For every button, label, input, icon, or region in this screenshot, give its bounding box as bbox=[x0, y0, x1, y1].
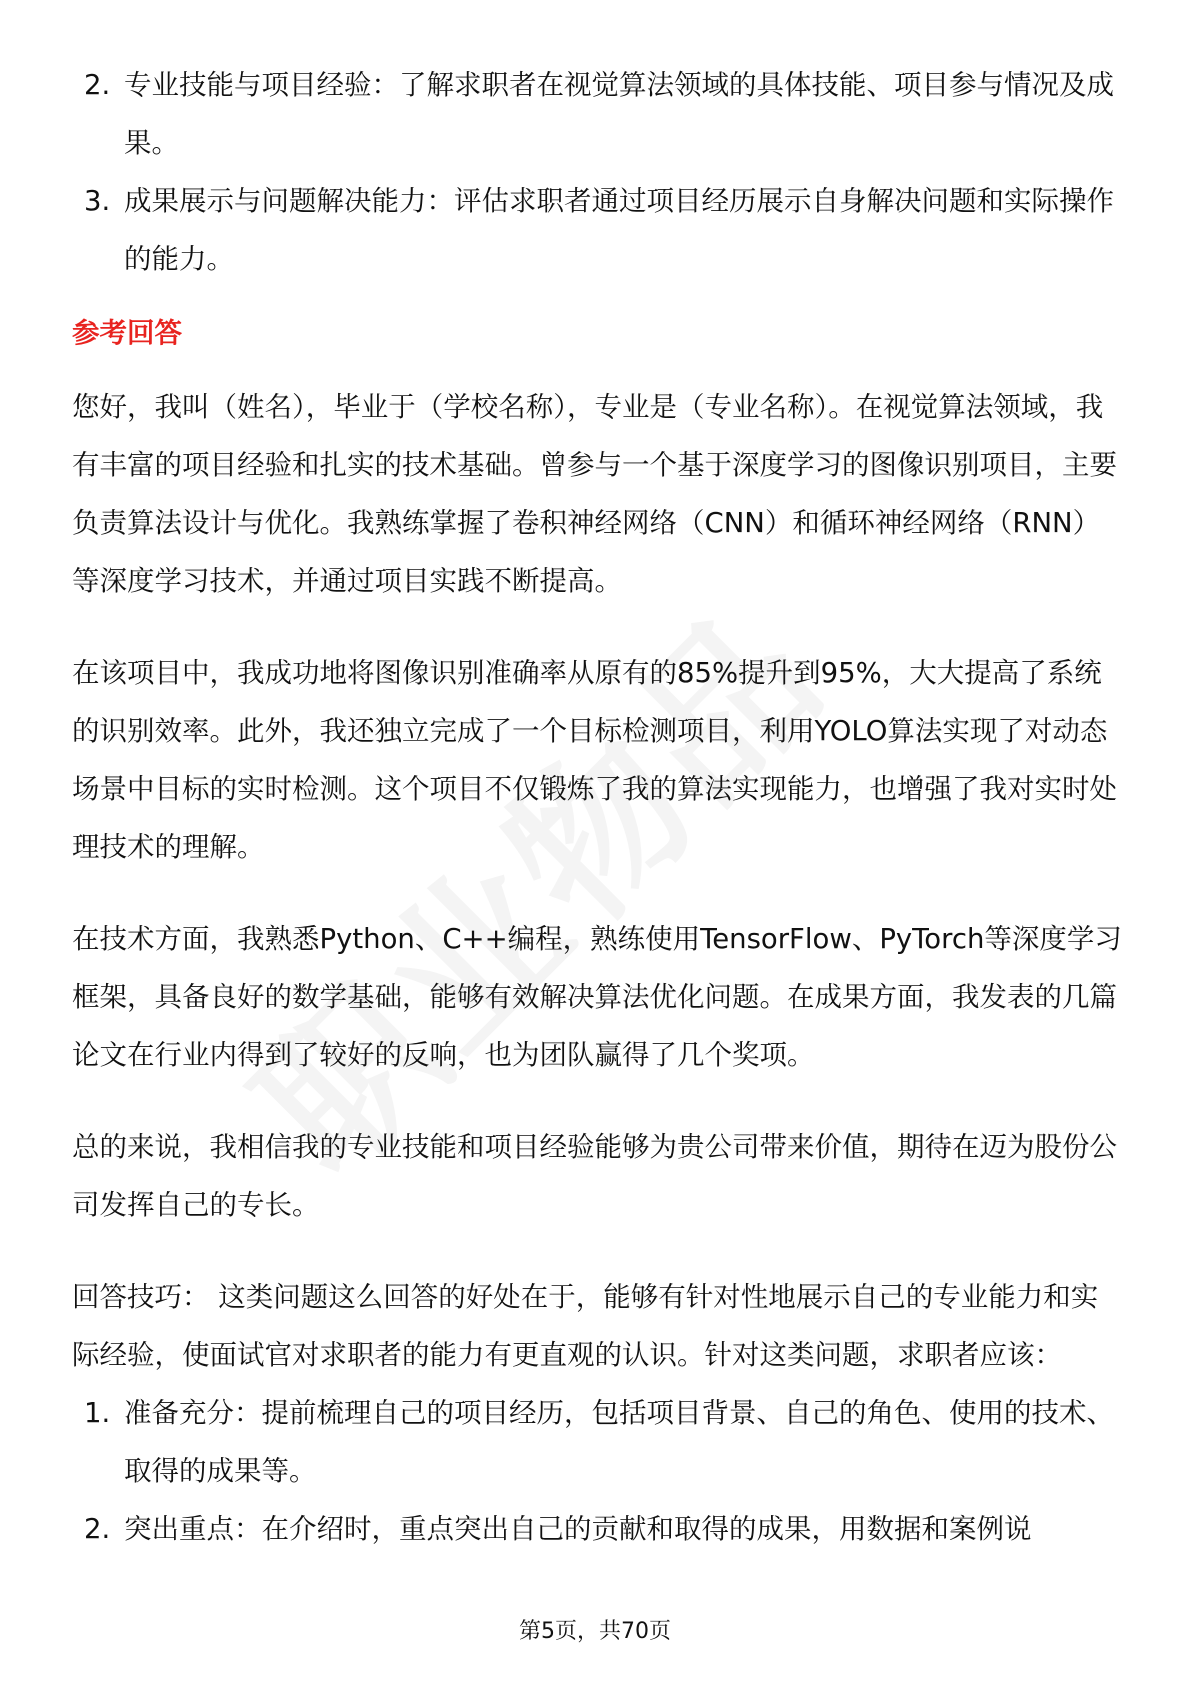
list-number: 1. bbox=[84, 1397, 111, 1429]
document-body bbox=[72, 56, 1122, 1558]
list-item bbox=[72, 172, 1122, 288]
list-item bbox=[72, 1500, 1122, 1558]
page-footer: 第5页，共70页 bbox=[519, 1619, 671, 1644]
list-number: 2. bbox=[84, 1513, 111, 1545]
list-item-text: 准备充分：提前梳理自己的项目经历，包括项目背景、自己的角色、使用的技术、取得的成果等。 bbox=[124, 1397, 1114, 1487]
answer-tips-paragraph: 回答技巧： 这类问题这么回答的好处在于，能够有针对性地展示自己的专业能力和实际经验，使面试官对求职者的能力有更直观的认识。针对这类问题，求职者应该： bbox=[72, 1281, 1099, 1371]
list-item-text: 突出重点：在介绍时，重点突出自己的贡献和取得的成果，用数据和案例说 bbox=[124, 1513, 1032, 1545]
answer-paragraph-tech: 在技术方面，我熟悉Python、C++编程，熟练使用TensorFlow、PyTorch等深度学习框架，具备良好的数学基础，能够有效解决算法优化问题。在成果方面，我发表的几篇论文在行业内得到了较好的反响，也为团队赢得了几个奖项。 bbox=[72, 923, 1122, 1071]
answer-paragraph-intro: 您好，我叫（姓名），毕业于（学校名称），专业是（专业名称）。在视觉算法领域，我有丰富的项目经验和扎实的技术基础。曾参与一个基于深度学习的图像识别项目，主要负责算法设计与优化。我熟练掌握了卷积神经网络（CNN）和循环神经网络（RNN）等深度学习技术，并通过项目实践不断提高。 bbox=[72, 391, 1117, 597]
list-item-text: 成果展示与问题解决能力：评估求职者通过项目经历展示自身解决问题和实际操作的能力。 bbox=[124, 185, 1114, 275]
criteria-list bbox=[72, 56, 1122, 288]
tips-list bbox=[72, 1384, 1122, 1558]
list-number: 3. bbox=[84, 185, 111, 217]
answer-paragraph-project: 在该项目中，我成功地将图像识别准确率从原有的85%提升到95%，大大提高了系统的识别效率。此外，我还独立完成了一个目标检测项目，利用YOLO算法实现了对动态场景中目标的实时检测。这个项目不仅锻炼了我的算法实现能力，也增强了我对实时处理技术的理解。 bbox=[72, 657, 1117, 863]
list-number: 2. bbox=[84, 69, 111, 101]
answer-paragraph-summary: 总的来说，我相信我的专业技能和项目经验能够为贵公司带来价值，期待在迈为股份公司发挥自己的专长。 bbox=[72, 1131, 1117, 1221]
list-item-text: 专业技能与项目经验：了解求职者在视觉算法领域的具体技能、项目参与情况及成果。 bbox=[124, 69, 1114, 159]
list-item bbox=[72, 56, 1122, 172]
list-item bbox=[72, 1384, 1122, 1500]
reference-answer-heading: 参考回答 bbox=[72, 317, 182, 349]
